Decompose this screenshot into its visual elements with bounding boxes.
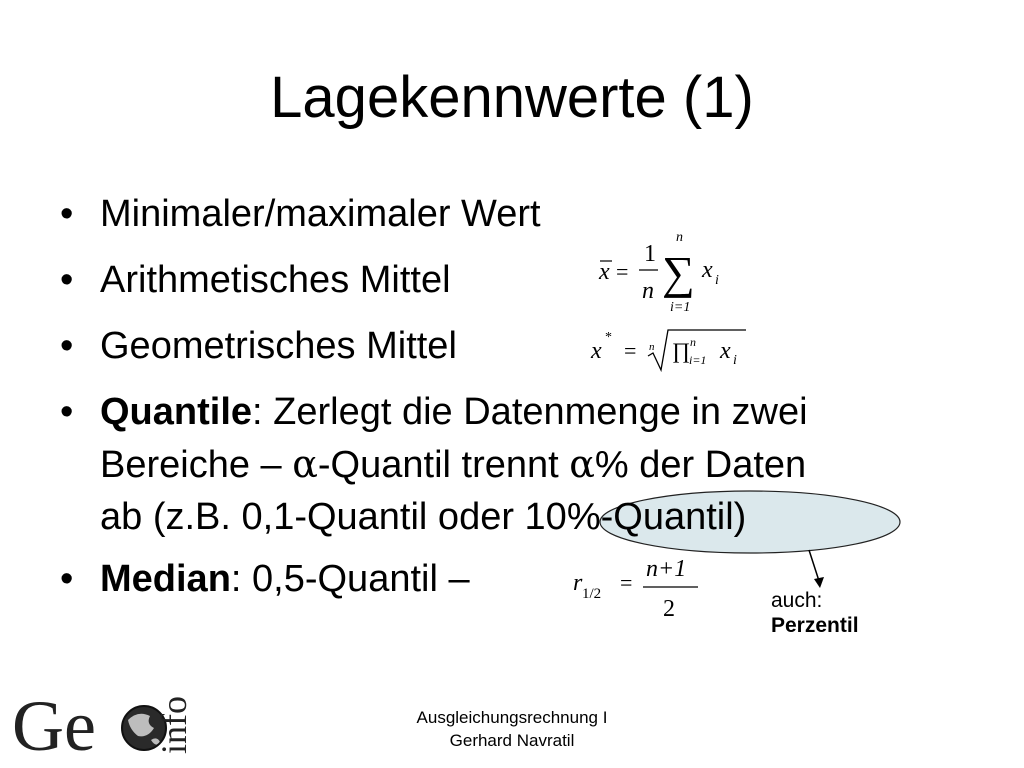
median-den: 2 xyxy=(663,596,675,622)
median-eq: = xyxy=(620,570,633,595)
geo-lhs: x xyxy=(591,338,602,364)
arith-den: n xyxy=(642,278,654,304)
bullet-dot: • xyxy=(60,391,74,433)
bullet-geometric-mean xyxy=(60,320,980,372)
alpha-symbol: α xyxy=(569,442,595,486)
bullet-list xyxy=(60,188,980,619)
callout-prefix: auch: xyxy=(771,589,823,612)
geo-upper: n xyxy=(690,335,696,349)
bullet-median: • Median: 0,5-Quantil – xyxy=(60,553,980,605)
arith-eq: = xyxy=(616,259,629,284)
bullet-arithmetic-mean xyxy=(60,254,980,306)
formula-arithmetic-mean xyxy=(594,228,734,318)
median-lhs: r xyxy=(573,570,583,596)
median-term: Median xyxy=(100,558,231,600)
arith-lhs: x xyxy=(599,259,610,285)
logo-text-info: info xyxy=(154,696,194,754)
bullet-quantile xyxy=(60,386,960,543)
bullet-text: Arithmetisches Mittel xyxy=(100,259,451,301)
sum-icon: ∑ xyxy=(662,247,695,298)
bullet-dot: • xyxy=(60,558,74,600)
quantile-line-2: Bereiche – α-Quantil trennt α% der Daten xyxy=(100,442,807,486)
geo-sub: i xyxy=(733,353,737,368)
quantile-line-1: Quantile: Zerlegt die Datenmenge in zwei xyxy=(100,391,808,433)
callout-perzentil xyxy=(771,588,859,638)
geo-root-index: n xyxy=(649,341,655,353)
callout-arrow-icon xyxy=(800,548,830,590)
arith-sub: i xyxy=(715,273,719,288)
footer-author: Gerhard Navratil xyxy=(449,731,575,750)
bullet-text: Minimaler/maximaler Wert xyxy=(100,193,541,235)
logo-text-ge: Ge xyxy=(12,686,96,766)
bullet-dot: • xyxy=(60,259,74,301)
footer-course: Ausgleichungsrechnung I xyxy=(416,708,608,727)
footer xyxy=(362,706,662,752)
formula-median xyxy=(570,552,710,624)
median-num: n+1 xyxy=(646,556,687,582)
product-icon: ∏ xyxy=(672,338,691,363)
slide-title: Lagekennwerte (1) xyxy=(270,65,754,130)
median-sub: 1/2 xyxy=(582,586,602,602)
quantile-line-3: ab (z.B. 0,1-Quantil oder 10%-Quantil) xyxy=(100,496,747,538)
bullet-dot: • xyxy=(60,325,74,367)
quantile-term: Quantile xyxy=(100,391,253,433)
geo-eq: = xyxy=(624,338,637,363)
arith-upper: n xyxy=(676,230,683,245)
bullet-min-max xyxy=(60,188,980,240)
arith-num: 1 xyxy=(644,241,656,267)
bullet-text: Geometrisches Mittel xyxy=(100,325,457,367)
formula-geometric-mean xyxy=(588,326,758,378)
geo-term: x xyxy=(720,338,731,364)
geo-lower: i=1 xyxy=(689,353,707,367)
geoinfo-logo xyxy=(10,682,194,766)
callout-term: Perzentil xyxy=(771,614,859,637)
arith-lower: i=1 xyxy=(670,300,691,315)
geo-star: * xyxy=(605,330,612,345)
bullet-dot: • xyxy=(60,193,74,235)
alpha-symbol: α xyxy=(292,442,318,486)
arith-term: x xyxy=(702,257,713,283)
